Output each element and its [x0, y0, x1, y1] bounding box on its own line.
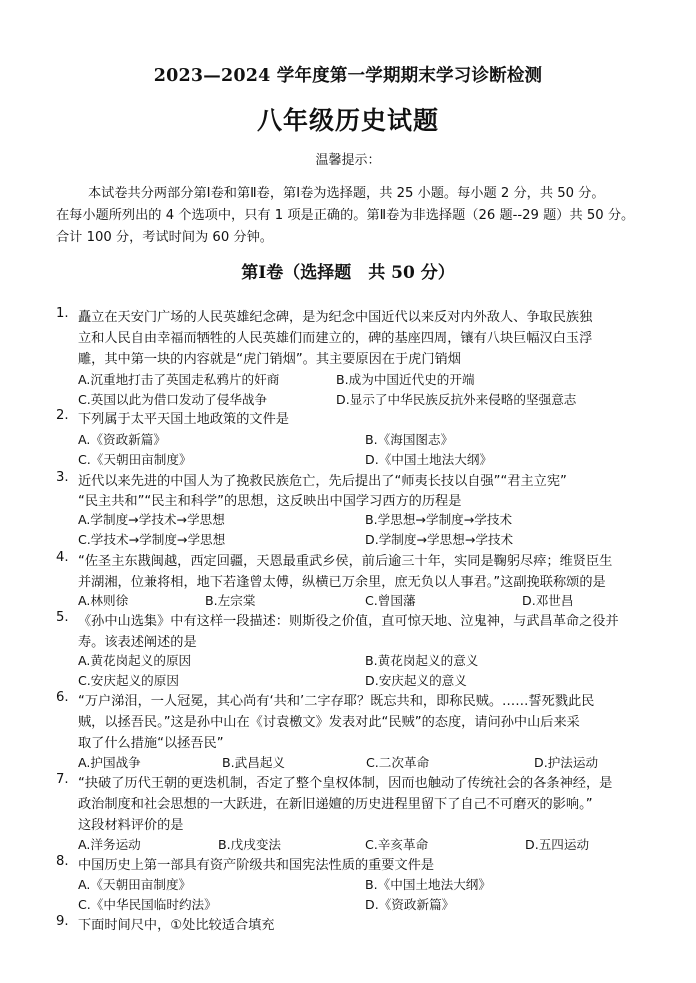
question-number: 6. — [56, 690, 69, 705]
question-stem-line: 寿。该表述阐述的是 — [78, 635, 197, 650]
question-stem-line: 雕，其中第一块的内容就是“虎门销烟”。其主要原因在于虎门销烟 — [78, 352, 461, 367]
option-a: A.洋务运动 — [78, 837, 141, 852]
option-b: B.左宗棠 — [205, 593, 256, 608]
question-stem-line: 《孙中山选集》中有这样一段描述：则斯役之价值，直可惊天地、泣鬼神，与武昌革命之役并 — [78, 614, 619, 629]
subject-title: 八年级历史试题 — [256, 106, 439, 135]
option-b: B.成为中国近代史的开端 — [336, 372, 475, 387]
question-stem-line: 立和人民自由幸福而牺牲的人民英雄们而建立的，碑的基座四周，镶有八块巨幅汉白玉浮 — [78, 331, 593, 346]
option-b: B.《海国图志》 — [365, 432, 454, 447]
exam-title: 2023—2024 学年度第一学期期末学习诊断检测 — [153, 66, 543, 86]
option-d: D.《资政新篇》 — [365, 897, 455, 912]
question-number: 2. — [56, 408, 69, 423]
option-c: C.曾国藩 — [365, 593, 416, 608]
question-number: 3. — [56, 470, 69, 485]
question-stem-line: 并湖湘，位兼将相，地下若逢曾太傅，纵横已万余里，庶无负以人事君。”这副挽联称颂的是 — [78, 575, 606, 590]
option-b: B.学思想→学制度→学技术 — [365, 512, 513, 527]
intro-line-1: 本试卷共分两部分第Ⅰ卷和第Ⅱ卷，第Ⅰ卷为选择题，共 25 小题。每小题 2 分，共 50 分。 — [88, 186, 605, 201]
option-c: C.《中华民国临时约法》 — [78, 897, 217, 912]
question-number: 7. — [56, 772, 69, 787]
option-c: C.《天朝田亩制度》 — [78, 452, 192, 467]
question-stem-line: 矗立在天安门广场的人民英雄纪念碑，是为纪念中国近代以来反对内外敌人、争取民族独 — [78, 310, 593, 325]
question-stem-line: 取了什么措施“以拯吾民” — [78, 736, 224, 751]
intro-line-3: 合计 100 分，考试时间为 60 分钟。 — [56, 230, 273, 245]
question-stem-line: “万户涕泪，一人冠冕，其心尚有‘共和’二字存耶？既忘共和，即称民贼。……誓死戮此民 — [78, 694, 595, 709]
option-b: B.《中国土地法大纲》 — [365, 877, 491, 892]
question-stem-line: 贼，以拯吾民。”这是孙中山在《讨袁檄文》发表对此“民贼”的态度，请问孙中山后来采 — [78, 715, 580, 730]
option-c: C.学技术→学制度→学思想 — [78, 532, 226, 547]
option-a: A.《资政新篇》 — [78, 432, 166, 447]
question-stem-line: 近代以来先进的中国人为了挽救民族危亡，先后提出了“师夷长技以自强”“君主立宪” — [78, 474, 567, 489]
section-title: 第Ⅰ卷（选择题 共 50 分） — [241, 263, 455, 283]
question-number: 4. — [56, 550, 69, 565]
question-number: 1. — [56, 306, 69, 321]
question-number: 8. — [56, 854, 69, 869]
option-d: D.学制度→学思想→学技术 — [365, 532, 514, 547]
question-number: 9. — [56, 914, 69, 929]
option-a: A.护国战争 — [78, 755, 141, 770]
option-a: A.学制度→学技术→学思想 — [78, 512, 225, 527]
question-stem-line: 下列属于太平天国土地政策的文件是 — [78, 412, 289, 427]
option-c: C.英国以此为借口发动了侵华战争 — [78, 392, 268, 407]
intro-line-2: 在每小题所列出的 4 个选项中，只有 1 项是正确的。第Ⅱ卷为非选择题（26 题--29 题）共 50 分。 — [56, 208, 635, 223]
tip-label: 温馨提示： — [315, 153, 381, 168]
option-d: D.《中国土地法大纲》 — [365, 452, 493, 467]
option-a: A.黄花岗起义的原因 — [78, 653, 192, 668]
question-stem-line: 政治制度和社会思想的一大跃进，在新旧递嬗的历史进程里留下了自己不可磨灭的影响。” — [78, 797, 593, 812]
question-number: 5. — [56, 610, 69, 625]
question-stem-line: 这段材料评价的是 — [78, 818, 184, 833]
question-stem-line: “民主共和”“民主和科学”的思想，这反映出中国学习西方的历程是 — [78, 494, 462, 509]
question-stem-line: 中国历史上第一部具有资产阶级共和国宪法性质的重要文件是 — [78, 858, 435, 873]
option-a: A.沉重地打击了英国走私鸦片的奸商 — [78, 372, 280, 387]
option-c: C.二次革命 — [366, 755, 430, 770]
option-b: B.黄花岗起义的意义 — [365, 653, 479, 668]
option-d: D.护法运动 — [534, 755, 599, 770]
option-d: D.显示了中华民族反抗外来侵略的坚强意志 — [336, 392, 577, 407]
option-c: C.辛亥革命 — [365, 837, 429, 852]
option-a: A.《天朝田亩制度》 — [78, 877, 192, 892]
question-stem-line: 下面时间尺中，①处比较适合填充 — [78, 918, 275, 933]
option-b: B.戊戌变法 — [218, 837, 282, 852]
option-a: A.林则徐 — [78, 593, 129, 608]
option-d: D.安庆起义的意义 — [365, 673, 467, 688]
option-d: D.五四运动 — [525, 837, 590, 852]
option-d: D.邓世昌 — [522, 593, 574, 608]
option-b: B.武昌起义 — [222, 755, 286, 770]
option-c: C.安庆起义的原因 — [78, 673, 179, 688]
question-stem-line: “抉破了历代王朝的更迭机制，否定了整个皇权体制，因而也触动了传统社会的各条神经，是 — [78, 776, 613, 791]
question-stem-line: “佐圣主东戡闽越，西定回疆，天恩最重武乡侯，前后逾三十年，实同是鞠躬尽瘁；维贤臣生 — [78, 554, 613, 569]
